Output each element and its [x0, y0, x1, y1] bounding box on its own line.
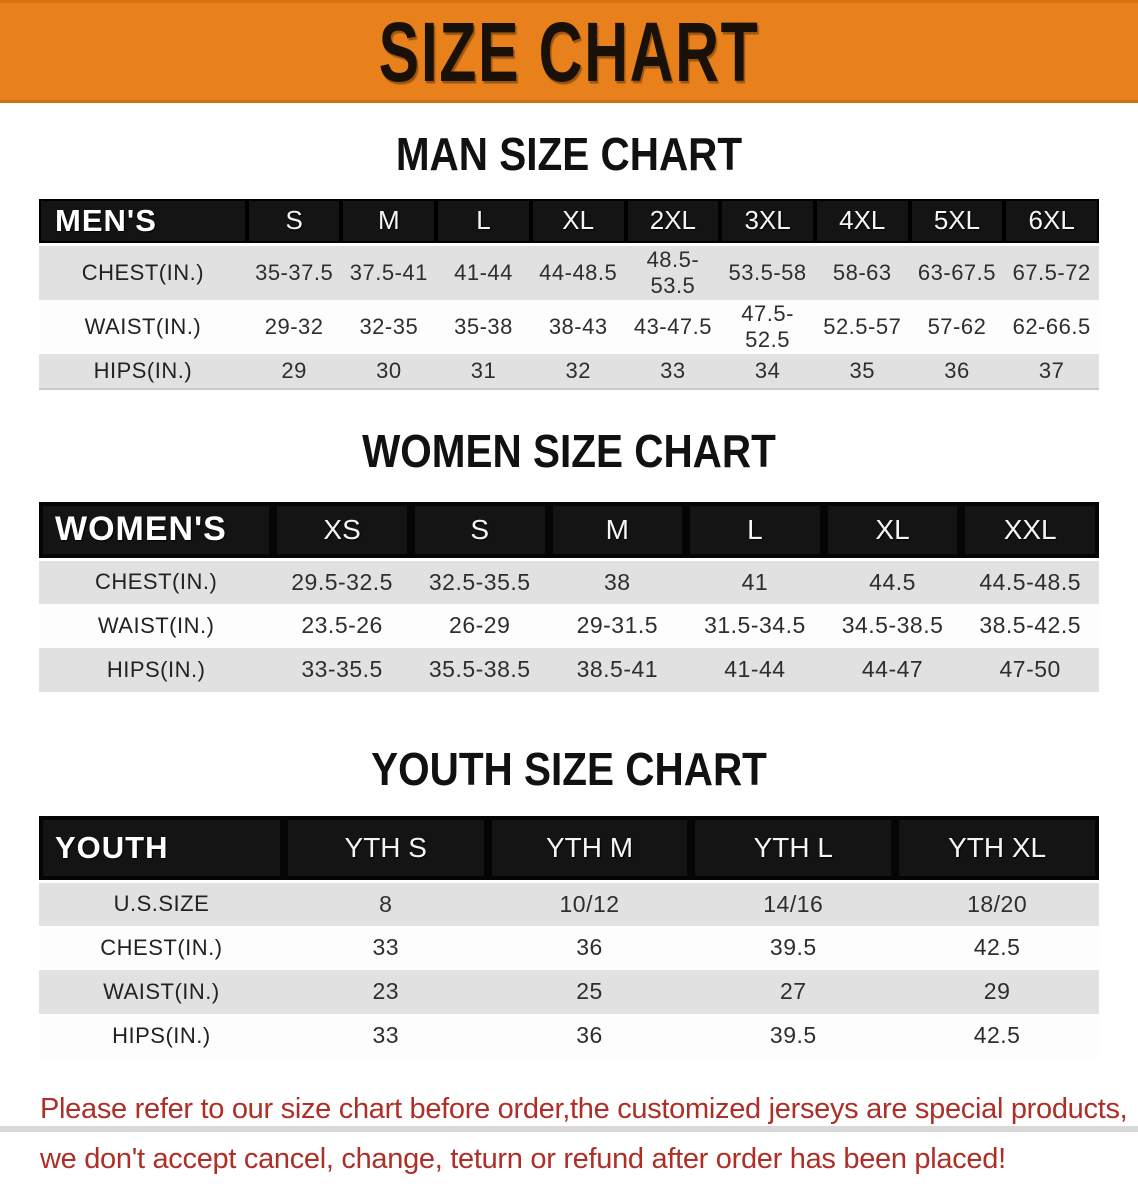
- size-value-cell: 32: [531, 354, 626, 389]
- table-category-label: WOMEN'S: [39, 502, 273, 560]
- size-value-cell: 57-62: [910, 300, 1005, 354]
- size-value-cell: 32.5-35.5: [411, 560, 549, 604]
- size-value-cell: 26-29: [411, 604, 549, 648]
- size-column-header: 4XL: [815, 199, 910, 244]
- row-label: HIPS(IN.): [39, 1014, 284, 1058]
- size-column-header: S: [411, 502, 549, 560]
- size-value-cell: 29.5-32.5: [273, 560, 411, 604]
- size-column-header: YTH L: [691, 816, 895, 882]
- size-value-cell: 36: [488, 1014, 692, 1058]
- row-label: U.S.SIZE: [39, 882, 284, 926]
- measurement-row: [39, 648, 1099, 692]
- men-size-table: [39, 199, 1099, 390]
- row-label: CHEST(IN.): [39, 244, 247, 300]
- size-value-cell: 33: [626, 354, 721, 389]
- size-value-cell: 62-66.5: [1004, 300, 1099, 354]
- size-value-cell: 23: [284, 970, 488, 1014]
- size-value-cell: 31: [436, 354, 531, 389]
- size-value-cell: 18/20: [895, 882, 1099, 926]
- row-label: WAIST(IN.): [39, 970, 284, 1014]
- size-value-cell: 44.5-48.5: [961, 560, 1099, 604]
- size-value-cell: 47.5-52.5: [720, 300, 815, 354]
- size-value-cell: 10/12: [488, 882, 692, 926]
- size-value-cell: 27: [691, 970, 895, 1014]
- size-value-cell: 29: [895, 970, 1099, 1014]
- section-youth: [0, 744, 1138, 1058]
- size-value-cell: 39.5: [691, 1014, 895, 1058]
- size-column-header: YTH S: [284, 816, 488, 882]
- size-value-cell: 25: [488, 970, 692, 1014]
- size-value-cell: 35.5-38.5: [411, 648, 549, 692]
- size-value-cell: 29-31.5: [549, 604, 687, 648]
- measurement-row: [39, 560, 1099, 604]
- measurement-row: [39, 970, 1099, 1014]
- size-column-header: XS: [273, 502, 411, 560]
- size-column-header: M: [549, 502, 687, 560]
- size-value-cell: 8: [284, 882, 488, 926]
- size-value-cell: 38.5-42.5: [961, 604, 1099, 648]
- measurement-row: [39, 354, 1099, 389]
- size-value-cell: 30: [341, 354, 436, 389]
- size-column-header: L: [436, 199, 531, 244]
- size-value-cell: 34: [720, 354, 815, 389]
- size-value-cell: 67.5-72: [1004, 244, 1099, 300]
- measurement-row: [39, 604, 1099, 648]
- section-women: [0, 426, 1138, 692]
- size-value-cell: 33: [284, 1014, 488, 1058]
- size-value-cell: 58-63: [815, 244, 910, 300]
- youth-size-table: [39, 816, 1099, 1058]
- size-column-header: 2XL: [626, 199, 721, 244]
- size-value-cell: 35: [815, 354, 910, 389]
- banner: [0, 0, 1138, 103]
- table-category-label: MEN'S: [39, 199, 247, 244]
- measurement-row: [39, 300, 1099, 354]
- size-value-cell: 33: [284, 926, 488, 970]
- size-header-row: [39, 199, 1099, 244]
- size-value-cell: 36: [488, 926, 692, 970]
- measurement-row: [39, 244, 1099, 300]
- size-value-cell: 35-37.5: [247, 244, 342, 300]
- row-label: WAIST(IN.): [39, 604, 273, 648]
- size-column-header: M: [341, 199, 436, 244]
- size-column-header: 5XL: [910, 199, 1005, 244]
- size-value-cell: 38.5-41: [549, 648, 687, 692]
- size-value-cell: 44-48.5: [531, 244, 626, 300]
- size-value-cell: 38-43: [531, 300, 626, 354]
- size-column-header: 6XL: [1004, 199, 1099, 244]
- size-value-cell: 31.5-34.5: [686, 604, 824, 648]
- size-value-cell: 42.5: [895, 926, 1099, 970]
- size-value-cell: 32-35: [341, 300, 436, 354]
- size-value-cell: 14/16: [691, 882, 895, 926]
- row-label: CHEST(IN.): [39, 560, 273, 604]
- size-column-header: YTH M: [488, 816, 692, 882]
- section-title-men: MAN SIZE CHART: [395, 128, 743, 180]
- women-size-table: [39, 502, 1099, 692]
- section-title-youth: YOUTH SIZE CHART: [371, 742, 767, 795]
- page-title: SIZE CHART: [378, 3, 760, 100]
- row-label: CHEST(IN.): [39, 926, 284, 970]
- measurement-row: [39, 882, 1099, 926]
- size-value-cell: 53.5-58: [720, 244, 815, 300]
- measurement-row: [39, 1014, 1099, 1058]
- size-column-header: XXL: [961, 502, 1099, 560]
- size-value-cell: 38: [549, 560, 687, 604]
- size-value-cell: 29-32: [247, 300, 342, 354]
- size-value-cell: 29: [247, 354, 342, 389]
- section-title-women: WOMEN SIZE CHART: [362, 424, 776, 477]
- size-header-row: [39, 816, 1099, 882]
- size-value-cell: 48.5-53.5: [626, 244, 721, 300]
- row-label: HIPS(IN.): [39, 648, 273, 692]
- disclaimer-line-1: Please refer to our size chart before order,the customized jerseys are special products,: [40, 1092, 1128, 1125]
- table-category-label: YOUTH: [39, 816, 284, 882]
- size-column-header: XL: [531, 199, 626, 244]
- size-value-cell: 37.5-41: [341, 244, 436, 300]
- size-value-cell: 36: [910, 354, 1005, 389]
- size-value-cell: 63-67.5: [910, 244, 1005, 300]
- size-value-cell: 34.5-38.5: [824, 604, 962, 648]
- size-header-row: [39, 502, 1099, 560]
- size-column-header: L: [686, 502, 824, 560]
- size-value-cell: 35-38: [436, 300, 531, 354]
- disclaimer: [40, 1084, 1128, 1184]
- section-men: [0, 129, 1138, 390]
- size-value-cell: 43-47.5: [626, 300, 721, 354]
- size-value-cell: 33-35.5: [273, 648, 411, 692]
- size-value-cell: 23.5-26: [273, 604, 411, 648]
- size-value-cell: 41: [686, 560, 824, 604]
- size-column-header: XL: [824, 502, 962, 560]
- size-value-cell: 41-44: [436, 244, 531, 300]
- size-column-header: YTH XL: [895, 816, 1099, 882]
- size-value-cell: 47-50: [961, 648, 1099, 692]
- size-column-header: 3XL: [720, 199, 815, 244]
- measurement-row: [39, 926, 1099, 970]
- size-value-cell: 37: [1004, 354, 1099, 389]
- size-value-cell: 42.5: [895, 1014, 1099, 1058]
- size-column-header: S: [247, 199, 342, 244]
- size-value-cell: 44.5: [824, 560, 962, 604]
- disclaimer-line-2: we don't accept cancel, change, teturn or refund after order has been placed!: [40, 1142, 1006, 1175]
- row-label: HIPS(IN.): [39, 354, 247, 389]
- size-value-cell: 52.5-57: [815, 300, 910, 354]
- size-value-cell: 39.5: [691, 926, 895, 970]
- row-label: WAIST(IN.): [39, 300, 247, 354]
- size-value-cell: 41-44: [686, 648, 824, 692]
- size-value-cell: 44-47: [824, 648, 962, 692]
